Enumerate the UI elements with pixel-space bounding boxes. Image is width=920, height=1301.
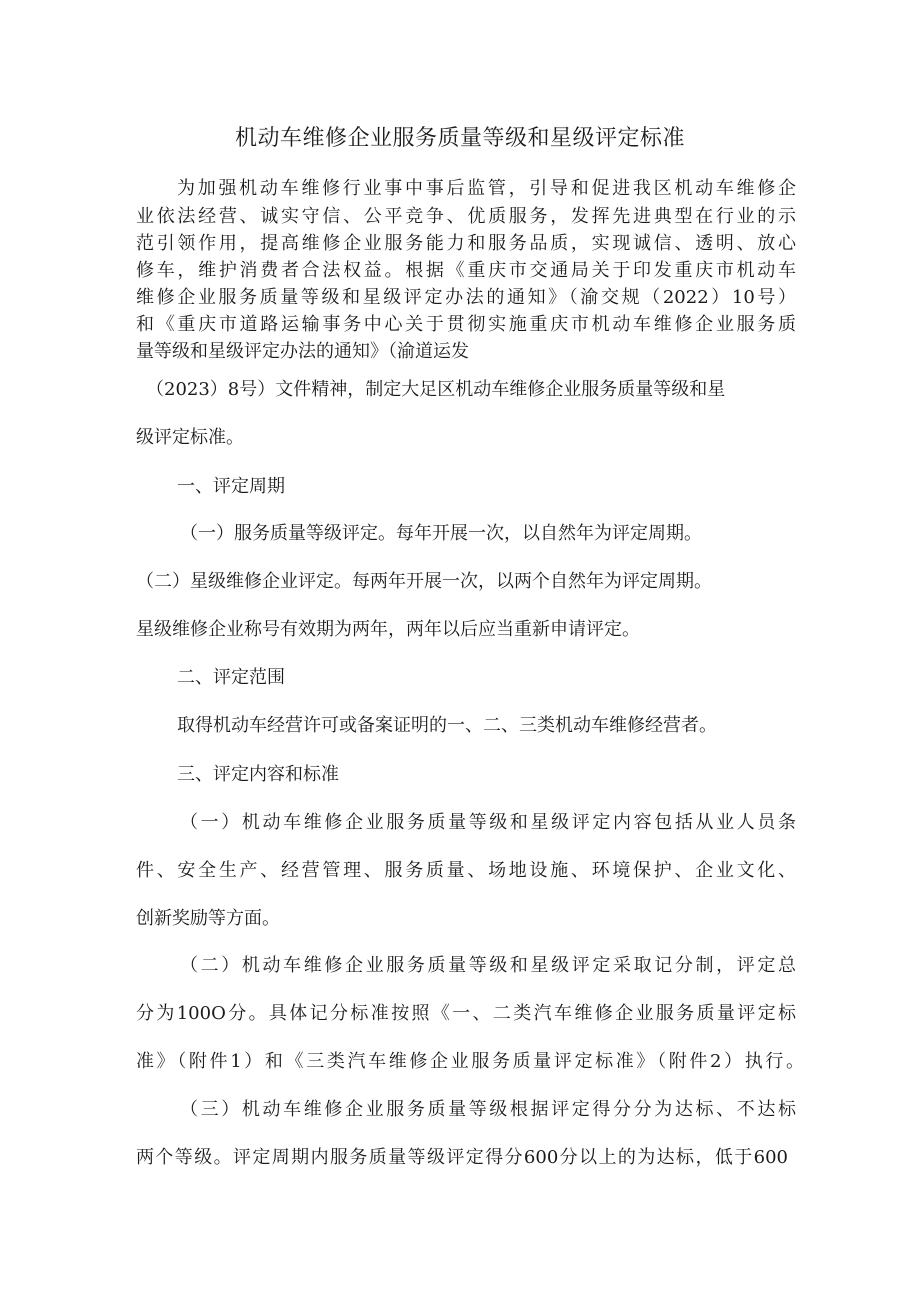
intro-line-2: 业依法经营、诚实守信、公平竞争、优质服务，发挥先进典型在行业的示 bbox=[136, 206, 796, 227]
section-3-item-1-line-1: （一）机动车维修企业服务质量等级和星级评定内容包括从业人员条 bbox=[180, 812, 796, 833]
section-1-item-2-cont: 星级维修企业称号有效期为两年，两年以后应当重新申请评定。 bbox=[136, 619, 640, 640]
intro-line-6: 和《重庆市道路运输事务中心关于贯彻实施重庆市机动车维修企业服务质 bbox=[136, 314, 796, 335]
section-1-heading: 一、评定周期 bbox=[177, 476, 285, 497]
section-2-heading: 二、评定范围 bbox=[177, 667, 285, 688]
section-3-item-3-line-2: 两个等级。评定周期内服务质量等级评定得分600分以上的为达标，低于600 bbox=[136, 1147, 788, 1168]
intro-line-4: 修车，维护消费者合法权益。根据《重庆市交通局关于印发重庆市机动车 bbox=[136, 260, 796, 281]
section-3-item-2-line-1: （二）机动车维修企业服务质量等级和星级评定采取记分制，评定总 bbox=[180, 955, 796, 976]
section-3-item-1-line-3: 创新奖励等方面。 bbox=[136, 908, 280, 929]
intro-line-5: 维修企业服务质量等级和星级评定办法的通知》（渝交规（2022）10号） bbox=[136, 287, 796, 308]
document-title: 机动车维修企业服务质量等级和星级评定标准 bbox=[234, 126, 685, 151]
intro-cont-line-1: （2023）8号）文件精神，制定大足区机动车维修企业服务质量等级和星 bbox=[146, 379, 726, 400]
section-2-body: 取得机动车经营许可或备案证明的一、二、三类机动车维修经营者。 bbox=[177, 715, 717, 736]
section-3-heading: 三、评定内容和标准 bbox=[177, 764, 339, 785]
section-3-item-1-line-2: 件、安全生产、经营管理、服务质量、场地设施、环境保护、企业文化、 bbox=[136, 860, 796, 881]
intro-line-1: 为加强机动车维修行业事中事后监管，引导和促进我区机动车维修企 bbox=[177, 178, 796, 199]
section-3-item-2-line-2: 分为100O分。具体记分标准按照《一、二类汽车维修企业服务质量评定标 bbox=[136, 1003, 796, 1024]
intro-cont-line-2: 级评定标准。 bbox=[136, 427, 244, 448]
section-1-item-1: （一）服务质量等级评定。每年开展一次，以自然年为评定周期。 bbox=[180, 523, 702, 544]
section-3-item-2-line-3: 准》（附件1）和《三类汽车维修企业服务质量评定标准》（附件2）执行。 bbox=[136, 1051, 804, 1072]
section-3-item-3-line-1: （三）机动车维修企业服务质量等级根据评定得分分为达标、不达标 bbox=[180, 1099, 796, 1120]
intro-line-7: 量等级和星级评定办法的通知》（渝道运发 bbox=[136, 341, 469, 362]
intro-line-3: 范引领作用，提高维修企业服务能力和服务品质，实现诚信、透明、放心 bbox=[136, 233, 796, 254]
section-1-item-2: （二）星级维修企业评定。每两年开展一次，以两个自然年为评定周期。 bbox=[136, 571, 712, 592]
